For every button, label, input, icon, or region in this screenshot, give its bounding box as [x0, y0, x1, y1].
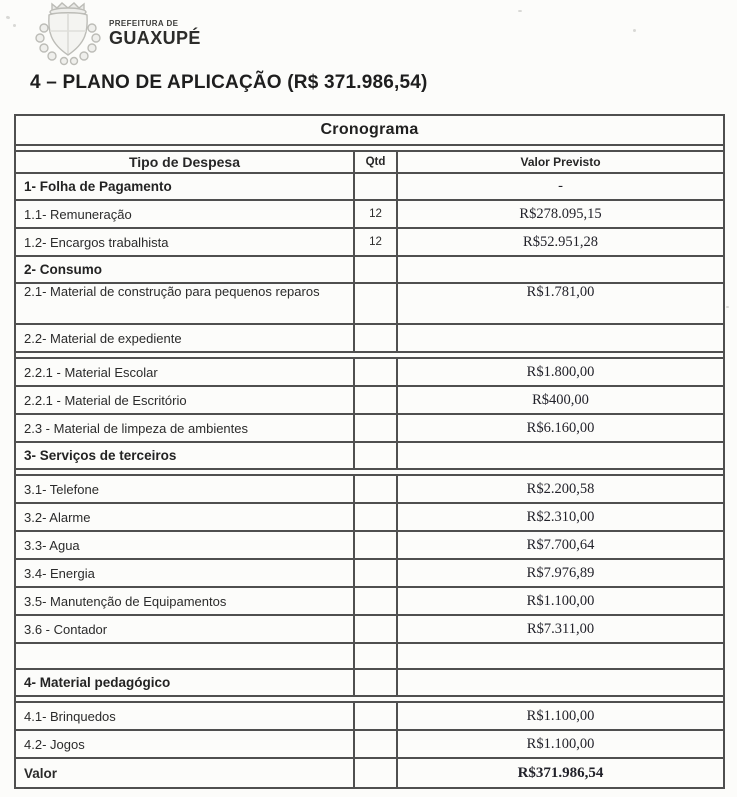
table-row: [15, 531, 724, 559]
valor-previsto-cell: R$6.160,00: [397, 414, 724, 442]
valor-previsto-cell: R$1.781,00: [397, 283, 724, 324]
table-body: [15, 173, 724, 788]
table-row: [15, 702, 724, 730]
qtd-cell: [354, 559, 397, 587]
valor-previsto-cell: R$1.100,00: [397, 587, 724, 615]
table-row: [15, 643, 724, 669]
logo-text: [109, 20, 201, 47]
page-title: 4 – PLANO DE APLICAÇÃO (R$ 371.986,54): [30, 72, 428, 93]
valor-previsto-cell: -: [397, 173, 724, 200]
valor-previsto-cell: R$371.986,54: [397, 758, 724, 788]
table-row: [15, 283, 724, 324]
expense-type-cell: 4.1- Brinquedos: [15, 702, 354, 730]
expense-type-cell: 1.1- Remuneração: [15, 200, 354, 228]
valor-previsto-cell: [397, 324, 724, 352]
scan-speck: [6, 15, 11, 19]
valor-previsto-cell: R$7.700,64: [397, 531, 724, 559]
qtd-cell: [354, 442, 397, 469]
expense-type-cell: Valor: [15, 758, 354, 788]
valor-previsto-cell: R$1.100,00: [397, 702, 724, 730]
table-row: [15, 324, 724, 352]
qtd-cell: [354, 283, 397, 324]
valor-previsto-cell: R$278.095,15: [397, 200, 724, 228]
expense-type-cell: 1.2- Encargos trabalhista: [15, 228, 354, 256]
table-row: [15, 414, 724, 442]
table-row: [15, 386, 724, 414]
logo-subtitle: PREFEITURA DE: [109, 19, 179, 28]
expense-type-cell: 3.1- Telefone: [15, 475, 354, 503]
expense-type-cell: 2.3 - Material de limpeza de ambientes: [15, 414, 354, 442]
qtd-cell: [354, 256, 397, 283]
qtd-cell: [354, 503, 397, 531]
scan-speck: [13, 24, 16, 27]
column-header-row: [15, 151, 724, 173]
valor-previsto-cell: [397, 442, 724, 469]
qtd-cell: [354, 587, 397, 615]
expense-type-cell: 2- Consumo: [15, 256, 354, 283]
expense-type-cell: 3.3- Agua: [15, 531, 354, 559]
qtd-cell: [354, 173, 397, 200]
qtd-cell: [354, 324, 397, 352]
valor-previsto-cell: [397, 643, 724, 669]
expense-type-cell: 2.2- Material de expediente: [15, 324, 354, 352]
qtd-cell: [354, 702, 397, 730]
valor-previsto-cell: [397, 669, 724, 696]
expense-type-cell: 2.1- Material de construção para pequenos reparos: [15, 283, 354, 324]
qtd-cell: [354, 758, 397, 788]
table-row: [15, 615, 724, 643]
scan-speck: [633, 29, 636, 32]
table-row: [15, 730, 724, 758]
valor-previsto-cell: R$52.951,28: [397, 228, 724, 256]
expense-type-cell: 2.2.1 - Material de Escritório: [15, 386, 354, 414]
valor-previsto-cell: R$1.800,00: [397, 358, 724, 386]
table-row: [15, 173, 724, 200]
qtd-cell: [354, 386, 397, 414]
table-row: [15, 559, 724, 587]
table-row: [15, 256, 724, 283]
table-row: [15, 503, 724, 531]
scan-speck: [726, 306, 729, 308]
scan-speck: [518, 10, 522, 12]
qtd-cell: [354, 414, 397, 442]
table-row: [15, 669, 724, 696]
table-caption: Cronograma: [15, 115, 724, 145]
logo-title: GUAXUPÉ: [109, 28, 201, 48]
expense-type-cell: 3.5- Manutenção de Equipamentos: [15, 587, 354, 615]
qtd-cell: 12: [354, 228, 397, 256]
valor-previsto-cell: R$7.311,00: [397, 615, 724, 643]
valor-previsto-cell: R$1.100,00: [397, 730, 724, 758]
expense-type-cell: 3.4- Energia: [15, 559, 354, 587]
qtd-cell: [354, 615, 397, 643]
qtd-cell: [354, 475, 397, 503]
budget-table: [14, 114, 725, 789]
qtd-cell: [354, 358, 397, 386]
table-row: [15, 228, 724, 256]
qtd-cell: 12: [354, 200, 397, 228]
valor-previsto-cell: R$2.200,58: [397, 475, 724, 503]
expense-type-cell: 3- Serviços de terceiros: [15, 442, 354, 469]
table-row: [15, 442, 724, 469]
expense-type-cell: 4.2- Jogos: [15, 730, 354, 758]
column-header-valor-previsto: Valor Previsto: [397, 151, 724, 173]
table-row: [15, 758, 724, 788]
expense-type-cell: 2.2.1 - Material Escolar: [15, 358, 354, 386]
valor-previsto-cell: R$2.310,00: [397, 503, 724, 531]
table-row: [15, 358, 724, 386]
qtd-cell: [354, 669, 397, 696]
qtd-cell: [354, 531, 397, 559]
column-header-tipo-de-despesa: Tipo de Despesa: [15, 151, 354, 173]
valor-previsto-cell: [397, 256, 724, 283]
expense-type-cell: [15, 643, 354, 669]
table-row: [15, 475, 724, 503]
expense-type-cell: 3.6 - Contador: [15, 615, 354, 643]
expense-type-cell: 1- Folha de Pagamento: [15, 173, 354, 200]
expense-type-cell: 4- Material pedagógico: [15, 669, 354, 696]
table-caption-row: [15, 115, 724, 145]
expense-type-cell: 3.2- Alarme: [15, 503, 354, 531]
coat-of-arms-logo: [22, 0, 114, 66]
table-row: [15, 200, 724, 228]
valor-previsto-cell: R$400,00: [397, 386, 724, 414]
table-row: [15, 587, 724, 615]
valor-previsto-cell: R$7.976,89: [397, 559, 724, 587]
column-header-qtd: Qtd: [354, 151, 397, 173]
qtd-cell: [354, 643, 397, 669]
qtd-cell: [354, 730, 397, 758]
